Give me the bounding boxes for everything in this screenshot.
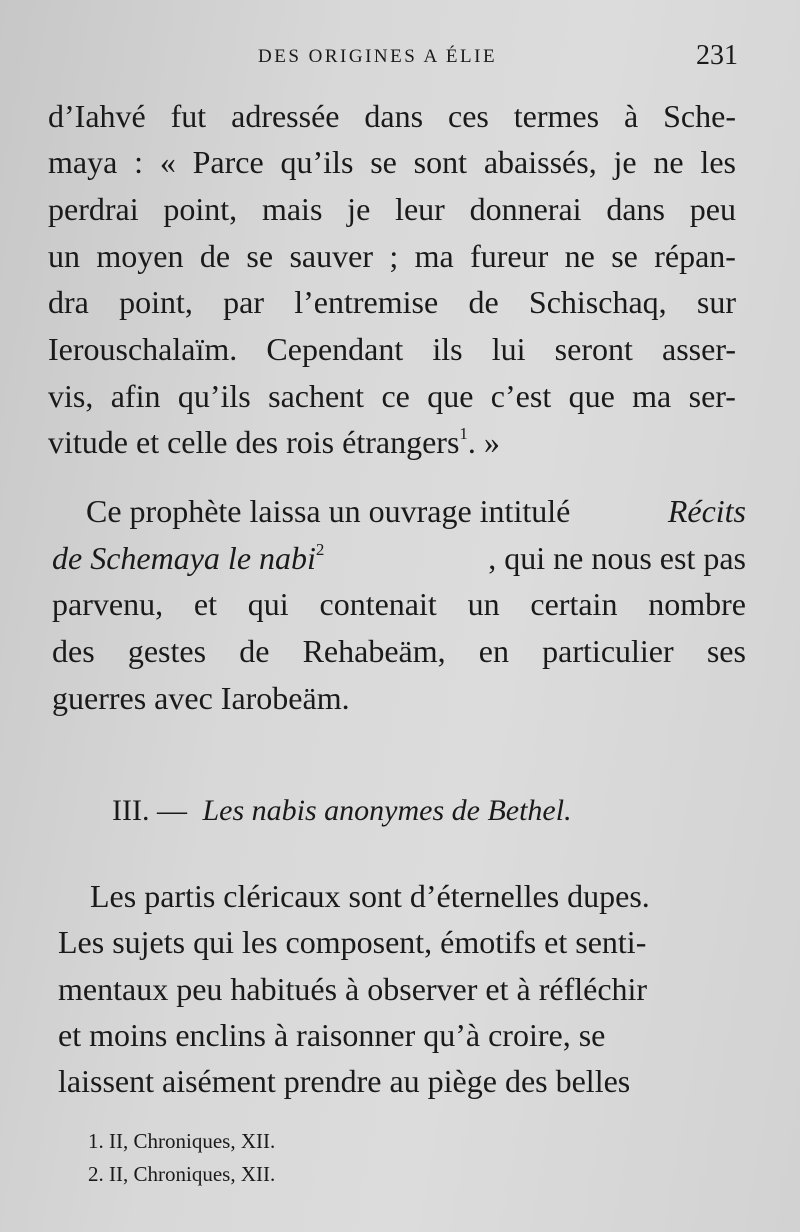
word: abaissés, xyxy=(483,144,597,180)
word: l’entremise xyxy=(294,284,439,320)
line-text: Ce prophète laissa un ouvrage intitulé xyxy=(86,493,571,529)
word: ser- xyxy=(688,378,736,414)
word: maya xyxy=(48,144,118,180)
text-line: et moins enclins à raisonner qu’à croire, se xyxy=(58,1017,606,1053)
word: sauver xyxy=(289,238,373,274)
word: contenait xyxy=(319,586,437,622)
line-text-end: . » xyxy=(467,424,500,460)
text-line xyxy=(52,633,746,670)
section-title: Les nabis anonymes de Bethel. xyxy=(202,794,572,827)
word: termes xyxy=(513,98,600,134)
text-line: laissent aisément prendre au piège des belles xyxy=(58,1063,631,1099)
line-text: vitude et celle des rois étrangers xyxy=(48,424,460,460)
word: se xyxy=(370,144,397,180)
text-line: Les sujets qui les composent, émotifs et senti- xyxy=(58,924,647,960)
word: particulier xyxy=(542,633,674,669)
section-number: III. — xyxy=(112,794,187,827)
word: Cependant xyxy=(266,331,404,367)
text-line xyxy=(52,586,746,623)
word: leur xyxy=(395,191,445,227)
word: Ierouschalaïm. xyxy=(48,331,238,367)
word: Sche- xyxy=(663,98,736,134)
footnote: 2. II, Chroniques, XII. xyxy=(88,1162,276,1186)
word: les xyxy=(700,144,736,180)
text-line xyxy=(48,284,736,321)
word: je xyxy=(613,144,637,180)
word: ce xyxy=(381,378,410,414)
word: Rehabeäm, xyxy=(302,633,446,669)
footnote: 1. II, Chroniques, XII. xyxy=(88,1129,276,1153)
word: de xyxy=(199,238,231,274)
word: en xyxy=(478,633,509,669)
line-text: , qui ne nous est pas xyxy=(488,540,746,576)
word: sont xyxy=(413,144,468,180)
word: se xyxy=(611,238,638,274)
word: moyen xyxy=(96,238,184,274)
footnote-ref: 1 xyxy=(459,424,468,443)
word: : xyxy=(134,144,143,180)
word: afin xyxy=(110,378,161,414)
word: de xyxy=(468,284,499,320)
word: des xyxy=(52,633,95,669)
word: c’est xyxy=(490,378,552,414)
word: qu’ils xyxy=(280,144,354,180)
word: que xyxy=(427,378,474,414)
word: adressée xyxy=(231,98,340,134)
word: fut xyxy=(170,98,207,134)
word: et xyxy=(193,586,217,622)
text-line xyxy=(48,144,736,181)
word: d’Iahvé xyxy=(48,98,146,134)
word: sachent xyxy=(268,378,365,414)
word: « xyxy=(159,144,176,180)
word: répan- xyxy=(654,238,736,274)
word: gestes xyxy=(127,633,207,669)
text-line xyxy=(48,191,736,228)
footnote-ref: 2 xyxy=(315,540,325,559)
text-line xyxy=(48,238,736,275)
text-line xyxy=(86,493,746,530)
text-line xyxy=(52,540,746,577)
word: Parce xyxy=(192,144,264,180)
text-line xyxy=(48,331,736,368)
text-line: guerres avec Iarobeäm. xyxy=(52,680,350,716)
word: à xyxy=(623,98,639,134)
word: ils xyxy=(432,331,463,367)
word: fureur xyxy=(470,238,549,274)
word: qu’ils xyxy=(177,378,251,414)
word: ne xyxy=(564,238,595,274)
word: certain xyxy=(530,586,618,622)
section-heading xyxy=(112,794,572,828)
text-line-last xyxy=(48,424,500,461)
page-number: 231 xyxy=(696,40,738,71)
word: parvenu, xyxy=(52,586,164,622)
text-line: Les partis cléricaux sont d’éternelles dupes. xyxy=(90,878,650,914)
word: perdrai xyxy=(48,191,139,227)
word: un xyxy=(48,238,80,274)
work-title: Récits xyxy=(667,493,746,529)
text-line xyxy=(48,378,736,415)
word: ses xyxy=(706,633,746,669)
word: qui xyxy=(247,586,289,622)
running-head xyxy=(48,40,738,80)
line-italic-part xyxy=(52,540,324,577)
word: sur xyxy=(696,284,736,320)
word: que xyxy=(568,378,615,414)
word: nombre xyxy=(648,586,746,622)
word: vis, xyxy=(48,378,94,414)
text-line: mentaux peu habitués à observer et à réfléchir xyxy=(58,971,648,1007)
word: ma xyxy=(414,238,454,274)
word: peu xyxy=(689,191,736,227)
word: seront xyxy=(554,331,633,367)
word: ces xyxy=(447,98,489,134)
word: un xyxy=(467,586,500,622)
word: donnerai xyxy=(469,191,582,227)
text-line xyxy=(48,98,736,135)
word: Schischaq, xyxy=(528,284,667,320)
word: dans xyxy=(606,191,665,227)
word: je xyxy=(347,191,371,227)
word: ; xyxy=(389,238,399,274)
word: de xyxy=(239,633,270,669)
work-title: de Schemaya le nabi xyxy=(52,540,316,576)
word: point, xyxy=(119,284,193,320)
word: asser- xyxy=(662,331,736,367)
word: lui xyxy=(491,331,526,367)
word: se xyxy=(246,238,274,274)
word: dra xyxy=(48,284,89,320)
word: ma xyxy=(632,378,672,414)
running-title: DES ORIGINES A ÉLIE xyxy=(258,46,498,67)
word: dans xyxy=(364,98,424,134)
word: mais xyxy=(261,191,323,227)
word: ne xyxy=(653,144,684,180)
word: point, xyxy=(163,191,238,227)
word: par xyxy=(223,284,264,320)
